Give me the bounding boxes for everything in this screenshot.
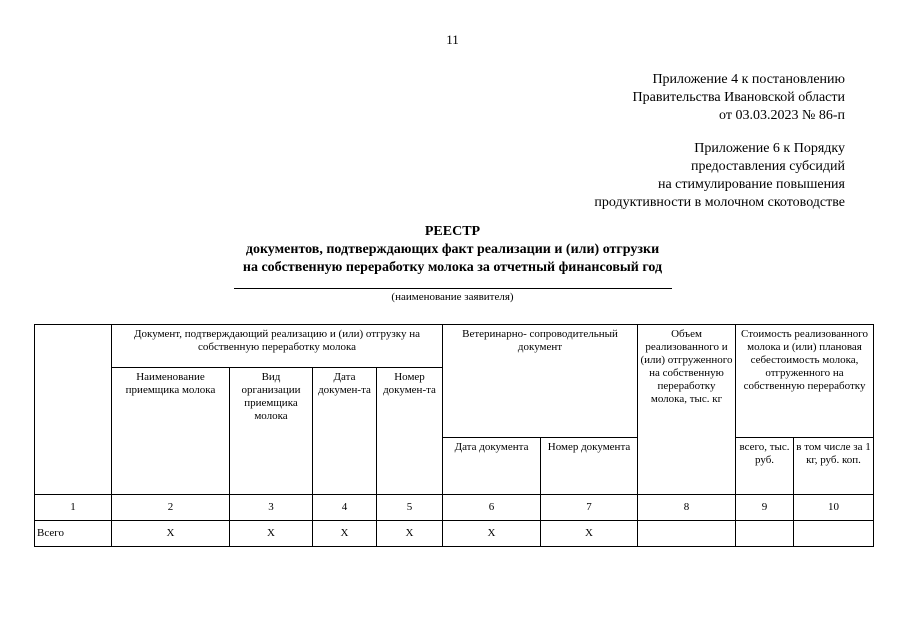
column-number: 4: [313, 495, 377, 521]
header-org-type: Вид организации приемщика молока: [230, 368, 313, 495]
header-cost-per-kg: в том числе за 1 кг, руб. коп.: [794, 438, 874, 495]
header-document-group: Документ, подтверждающий реализацию и (или) отгрузку на собственную переработку молока: [112, 325, 443, 368]
title-main: РЕЕСТР: [424, 224, 481, 239]
column-number: 5: [377, 495, 443, 521]
column-number: 3: [230, 495, 313, 521]
column-number: 6: [443, 495, 541, 521]
total-row: [35, 521, 874, 547]
appendix-resolution-line: от 03.03.2023 № 86-п: [719, 108, 845, 123]
header-doc-number: Номер докумен-та: [377, 368, 443, 495]
applicant-caption: (наименование заявителя): [391, 291, 514, 303]
total-cell: X: [443, 521, 541, 547]
total-cell: X: [230, 521, 313, 547]
column-number: 8: [638, 495, 736, 521]
registry-table: [34, 324, 874, 547]
header-vet-date: Дата документа: [443, 438, 541, 495]
total-cell: X: [112, 521, 230, 547]
column-number-row: [35, 495, 874, 521]
appendix-order-line: продуктивности в молочном скотоводстве: [594, 195, 845, 210]
appendix-resolution: [633, 71, 845, 125]
header-vet-number: Номер документа: [541, 438, 638, 495]
appendix-resolution-line: Правительства Ивановской области: [632, 90, 845, 105]
total-cell: X: [541, 521, 638, 547]
total-cell: [638, 521, 736, 547]
appendix-order-line: Приложение 6 к Порядку: [694, 141, 845, 156]
appendix-order-line: на стимулирование повышения: [657, 177, 845, 192]
appendix-order-line: предоставления субсидий: [690, 159, 845, 174]
document-title: [0, 223, 905, 277]
total-cell: [794, 521, 874, 547]
column-number: 1: [35, 495, 112, 521]
header-cost-total: всего, тыс. руб.: [736, 438, 794, 495]
total-cell: [736, 521, 794, 547]
total-cell: X: [377, 521, 443, 547]
column-number: 9: [736, 495, 794, 521]
header-vet-group: Ветеринарно- сопроводительный документ: [443, 325, 638, 438]
column-number: 2: [112, 495, 230, 521]
column-number: 7: [541, 495, 638, 521]
header-doc-date: Дата докумен-та: [313, 368, 377, 495]
page-number: 11: [446, 32, 459, 47]
title-line: документов, подтверждающих факт реализации и (или) отгрузки: [245, 242, 660, 257]
column-number: 10: [794, 495, 874, 521]
total-label: Всего: [35, 521, 112, 547]
header-volume: Объем реализованного и (или) отгруженного на собственную переработку молока, тыс. кг: [638, 325, 736, 495]
total-cell: X: [313, 521, 377, 547]
blank-header-cell: [35, 325, 112, 495]
title-line: на собственную переработку молока за отчетный финансовый год: [242, 260, 663, 275]
header-receiver: Наименование приемщика молока: [112, 368, 230, 495]
header-cost-group: Стоимость реализованного молока и (или) плановая себестоимость молока, отгруженного на собственную переработку: [736, 325, 874, 438]
appendix-resolution-line: Приложение 4 к постановлению: [652, 72, 845, 87]
appendix-order: [594, 140, 845, 212]
applicant-name-line: [234, 288, 672, 289]
header-row: [35, 325, 874, 368]
